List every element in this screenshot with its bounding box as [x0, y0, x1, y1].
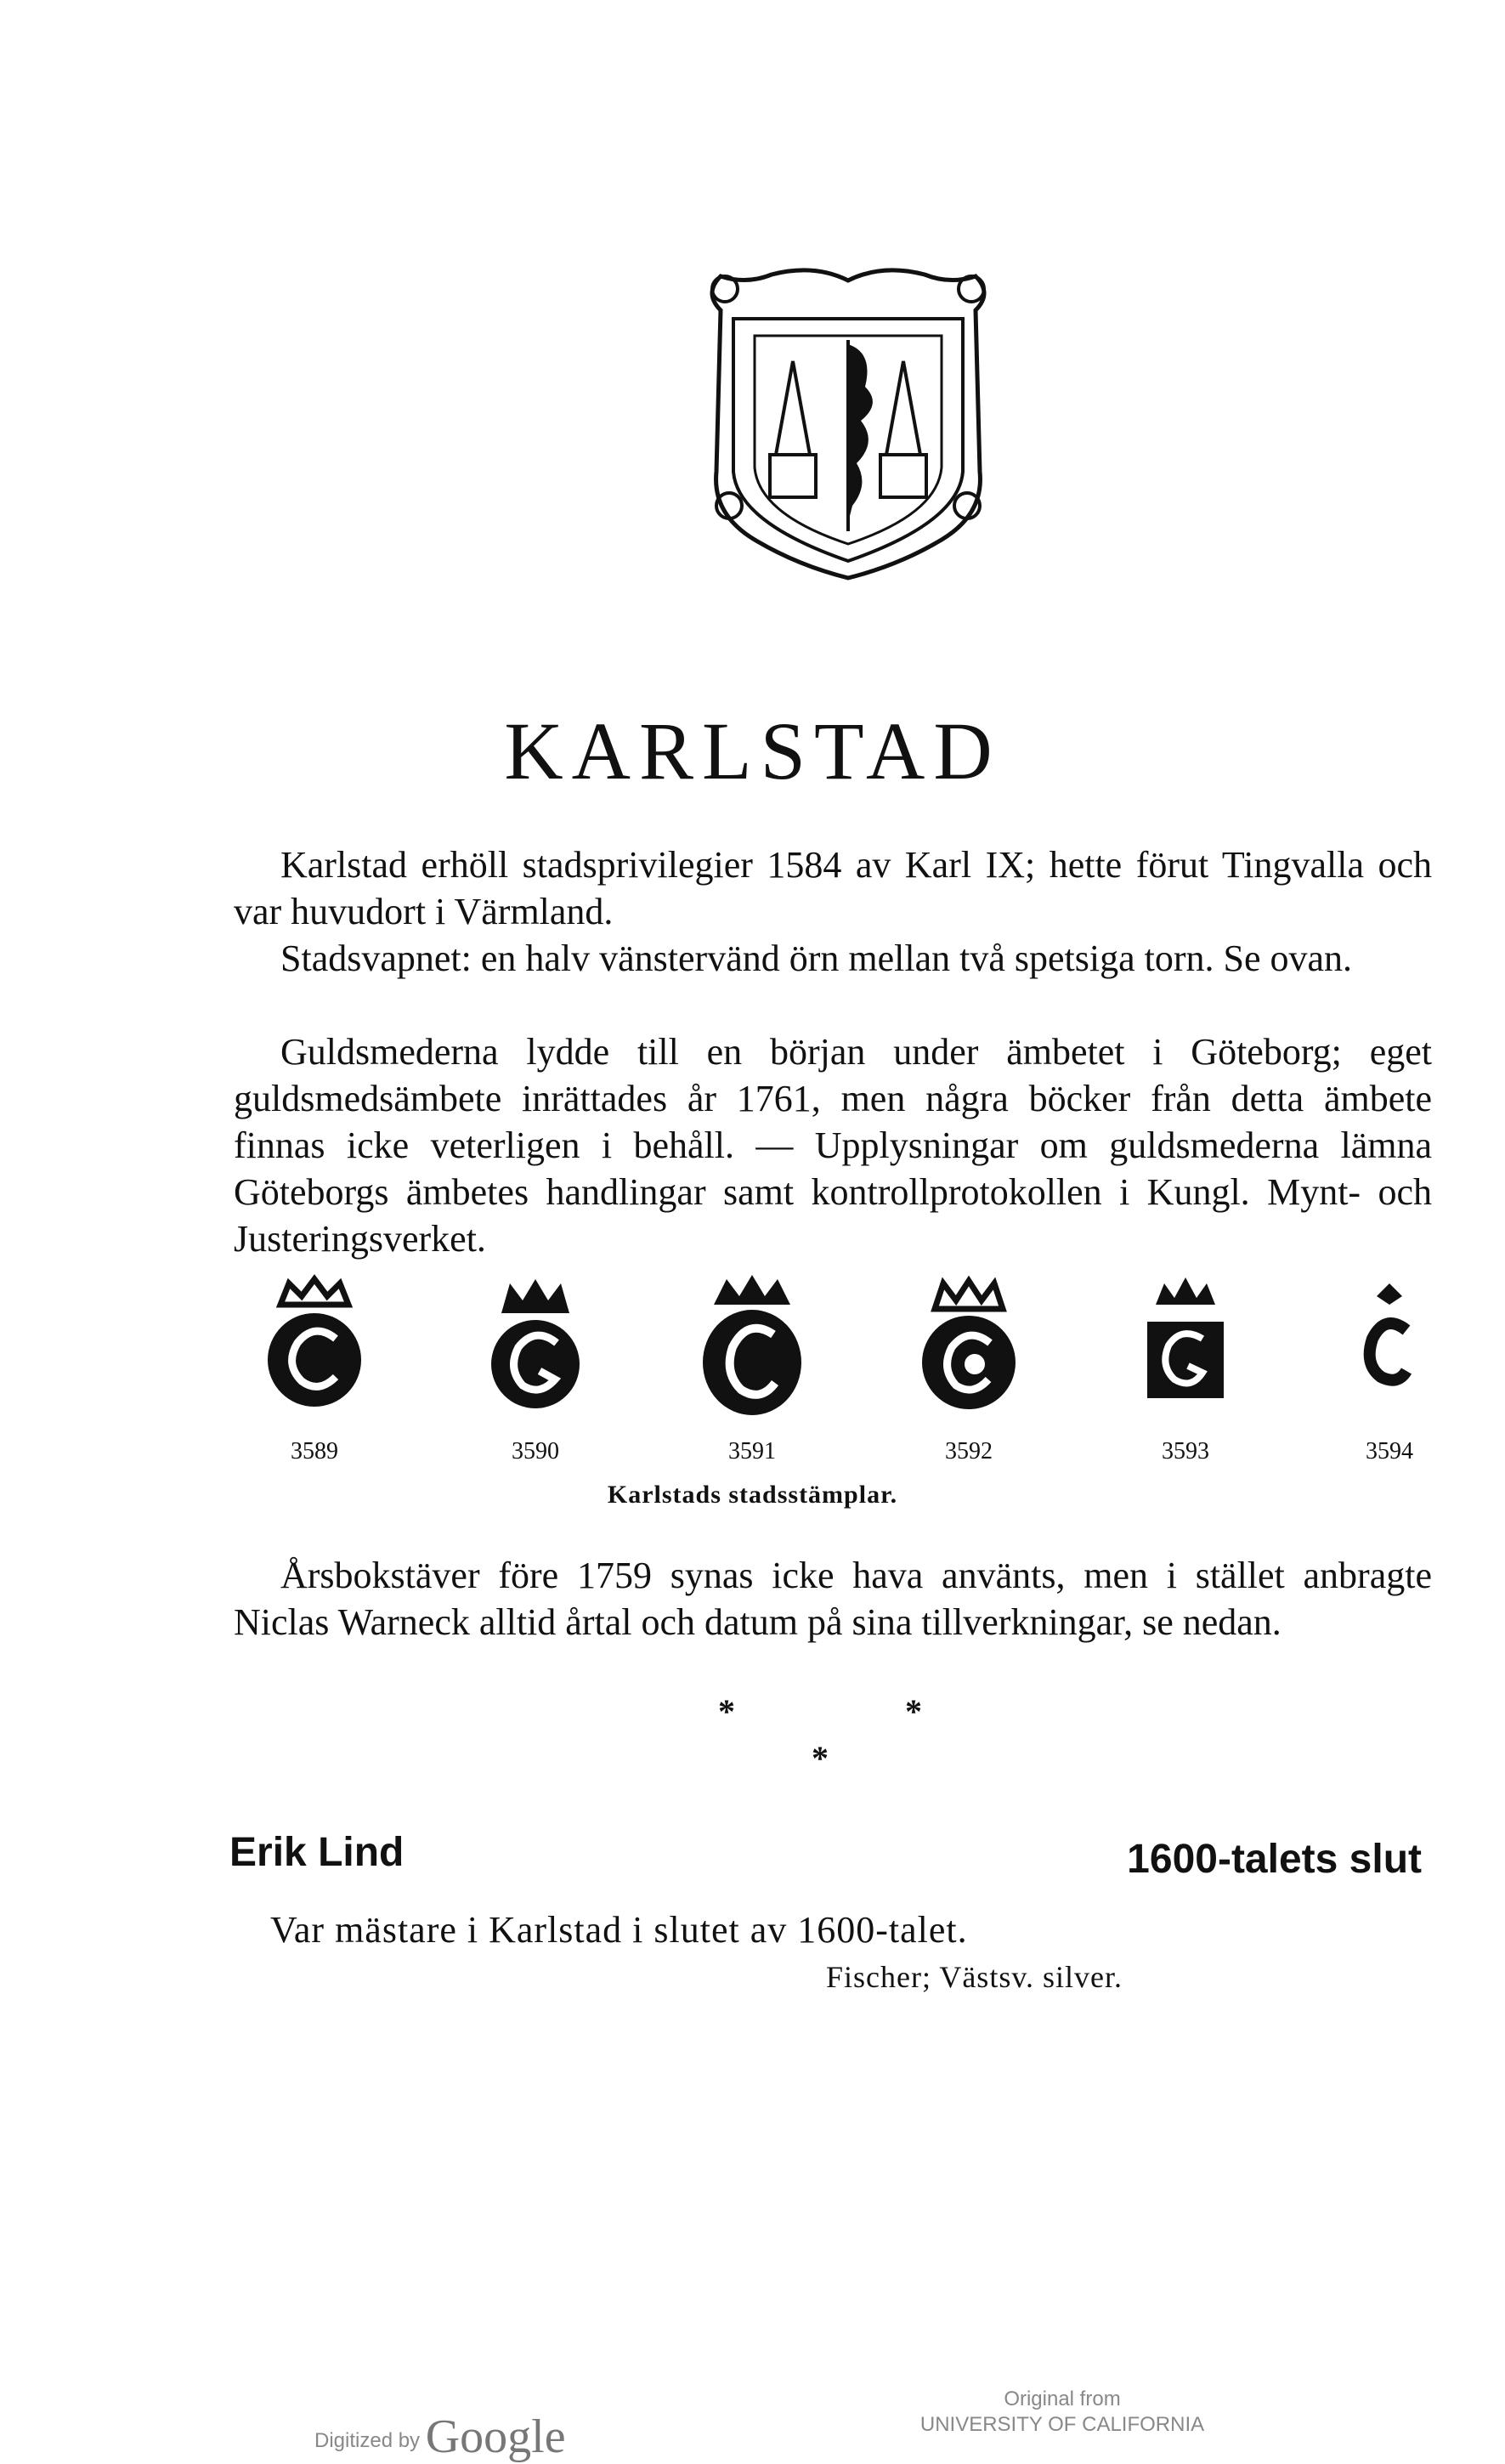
asterisk: * — [718, 1692, 735, 1730]
institution-label: UNIVERSITY OF CALIFORNIA — [919, 2413, 1205, 2436]
stamp-3589-image — [251, 1271, 378, 1415]
stamp-3592-image — [905, 1271, 1033, 1415]
entry-source: Fischer; Västsv. silver. — [826, 1960, 1123, 1994]
digitized-by-label: Digitized by — [314, 2429, 421, 2452]
stamp-3590-image — [472, 1271, 599, 1415]
asterisk: * — [905, 1692, 922, 1730]
separator-asterisks — [0, 1691, 1505, 1776]
entry-bio: Var mästare i Karlstad i slutet av 1600-talet. — [270, 1909, 968, 1951]
paragraph-coat-of-arms: Stadsvapnet: en halv vänstervänd örn mellan två spetsiga torn. Se ovan. — [280, 937, 1353, 979]
entry-period: 1600-talets slut — [1127, 1837, 1422, 1882]
paragraph-history: Karlstad erhöll stadsprivilegier 1584 av Karl IX; hette förut Tingvalla och var huvudort i Värmland. — [234, 844, 1432, 932]
stamps-caption: Karlstads stadsstämplar. — [607, 1481, 898, 1509]
stamp-number: 3591 — [728, 1438, 776, 1464]
stamp-number: 3590 — [512, 1438, 559, 1464]
stamp-3593-image — [1122, 1271, 1249, 1415]
entry-name: Erik Lind — [229, 1830, 405, 1875]
original-from-footer — [909, 2387, 1215, 2438]
stamp-3594-image — [1326, 1271, 1453, 1415]
stamp-number: 3593 — [1162, 1438, 1209, 1464]
paragraph-year-letters: Årsbokstäver före 1759 synas icke hava använts, men i stället anbragte Niclas Warneck alltid årtal och datum på sina tillverkningar, se nedan. — [234, 1555, 1432, 1643]
original-from-label: Original from — [1004, 2388, 1121, 2410]
google-logo: Google — [425, 2410, 566, 2463]
stamp-3591-image — [688, 1271, 816, 1415]
digitized-by-footer — [314, 2410, 566, 2464]
stamp-number: 3589 — [291, 1438, 338, 1464]
asterisk: * — [812, 1739, 829, 1777]
paragraph-guild: Guldsmederna lydde till en början under ämbetet i Göteborg; eget guldsmedsämbete inrättades år 1761, men några böcker från detta ämbete finnas icke veterligen i behåll. — Upplysningar om guldsmederna lämna Göteborgs ämbetes handlingar samt kontrollprotokollen i Kungl. Mynt- och Justeringsverket. — [234, 1031, 1432, 1260]
page-title: KARLSTAD — [504, 705, 1001, 796]
stamp-number: 3594 — [1366, 1438, 1413, 1464]
stamp-number: 3592 — [945, 1438, 993, 1464]
coat-of-arms-image — [687, 259, 1010, 582]
